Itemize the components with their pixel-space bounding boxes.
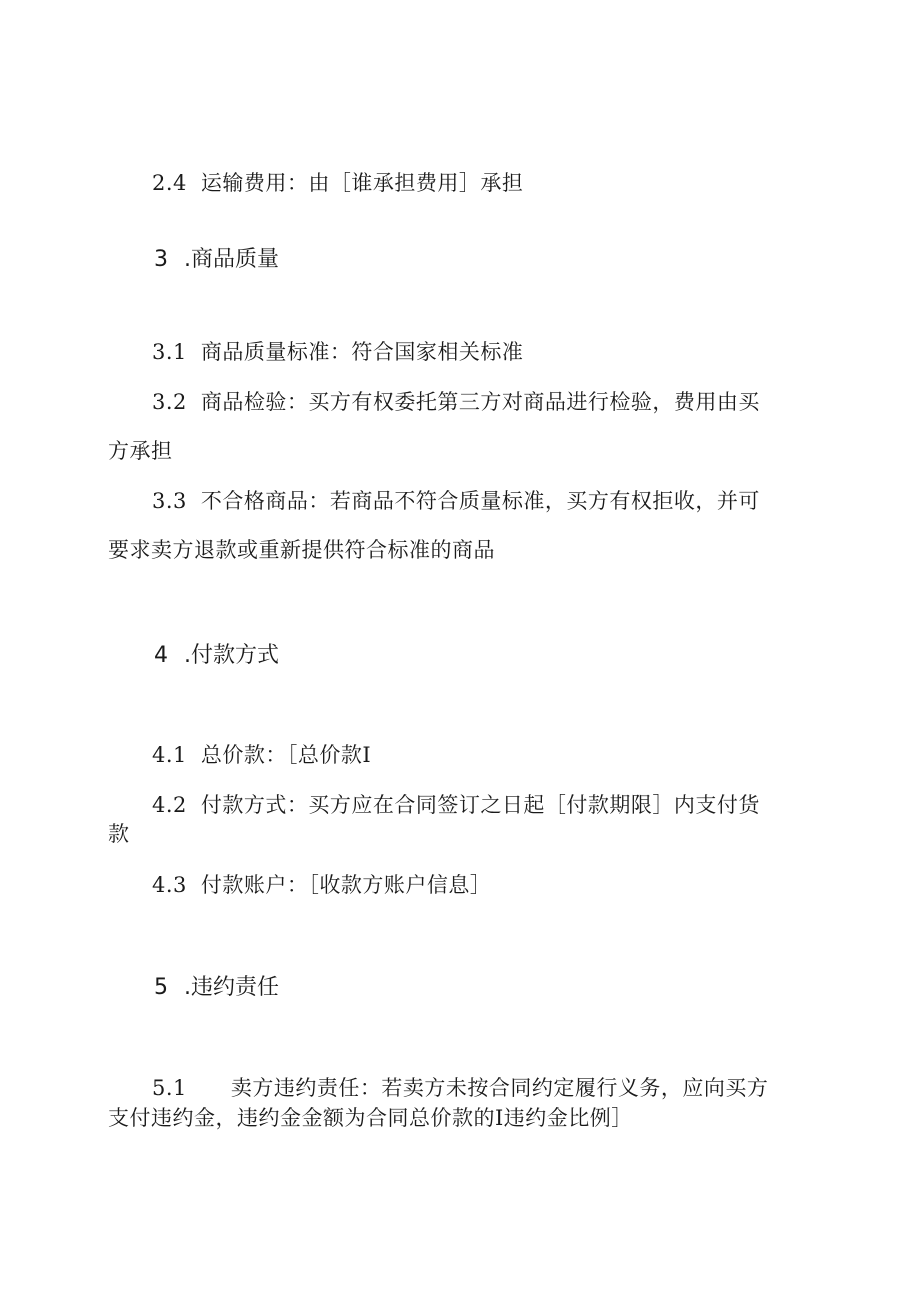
clause-number: 2.4	[152, 171, 187, 195]
heading-number: 3	[154, 247, 168, 272]
heading-title: .商品质量	[184, 247, 279, 272]
clause-text: 商品质量标准：符合国家相关标准	[200, 340, 524, 364]
clause-text-continued: 方承担	[108, 439, 173, 463]
clause-number: 5.1	[152, 1076, 187, 1100]
clause-5-1-line2	[108, 1104, 633, 1132]
clause-text: 商品检验：买方有权委托第三方对商品进行检验，费用由买	[200, 390, 760, 414]
heading-number: 4	[154, 643, 168, 668]
clause-text: 付款方式：买方应在合同签订之日起［付款期限］内支付货	[200, 793, 760, 817]
clause-3-2-line2	[108, 437, 173, 465]
clause-number: 4.2	[152, 793, 187, 817]
clause-3-3-line2	[108, 536, 495, 564]
clause-number: 3.3	[152, 489, 187, 513]
section-heading-3	[154, 246, 279, 274]
clause-3-2-line1	[152, 388, 760, 416]
clause-4-2-line2	[108, 820, 130, 848]
clause-3-3-line1	[152, 487, 760, 515]
clause-text-continued: 要求卖方退款或重新提供符合标准的商品	[108, 538, 495, 562]
heading-title: .付款方式	[184, 643, 279, 668]
clause-text: 付款账户：［收款方账户信息］	[200, 873, 492, 897]
clause-number: 4.1	[152, 743, 187, 767]
clause-4-3	[152, 871, 491, 899]
clause-number: 3.1	[152, 340, 187, 364]
clause-5-1-line1	[152, 1074, 768, 1102]
clause-4-1	[152, 741, 371, 769]
heading-title: .违约责任	[184, 975, 279, 1000]
clause-2-4	[152, 169, 523, 197]
section-heading-5	[154, 974, 279, 1002]
clause-text: 卖方违约责任：若卖方未按合同约定履行义务，应向买方	[230, 1076, 769, 1100]
heading-number: 5	[154, 975, 168, 1000]
section-heading-4	[154, 642, 279, 670]
clause-text-continued: 支付违约金，违约金金额为合同总价款的I违约金比例］	[108, 1106, 633, 1130]
clause-4-2-line1	[152, 791, 760, 819]
clause-text-continued: 款	[108, 822, 130, 846]
clause-3-1	[152, 338, 523, 366]
clause-text: 不合格商品：若商品不符合质量标准，买方有权拒收，并可	[200, 489, 760, 513]
clause-number: 4.3	[152, 873, 187, 897]
clause-text: 运输费用：由［谁承担费用］承担	[200, 171, 524, 195]
clause-number: 3.2	[152, 390, 187, 414]
clause-text: 总价款：［总价款I	[200, 743, 372, 767]
